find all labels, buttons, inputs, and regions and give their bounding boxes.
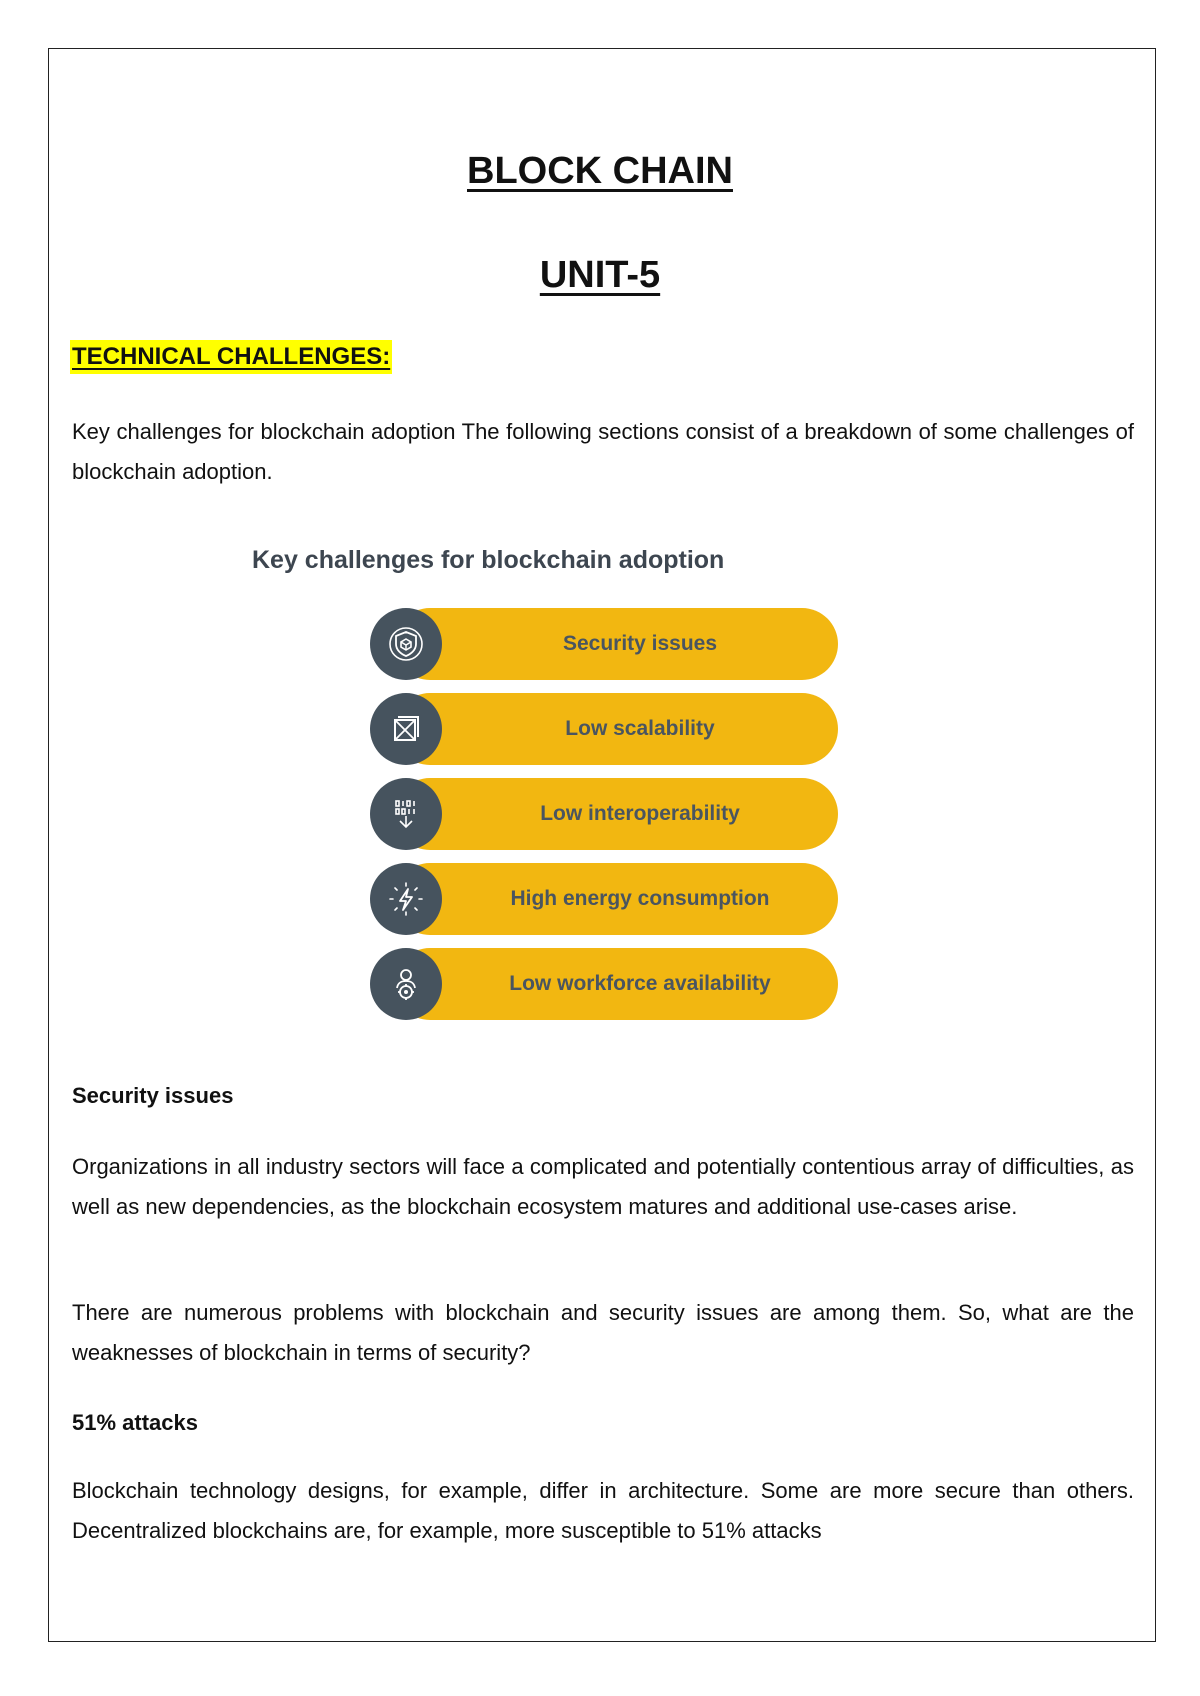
attacks-paragraph: Blockchain technology designs, for example, differ in architecture. Some are more secure than others. Decentralized blockchains are, for example, more susceptible to 51% attacks: [72, 1478, 1134, 1543]
challenge-item-security: [370, 608, 840, 680]
challenge-item-interoperability: [370, 778, 840, 850]
technical-challenges-heading: TECHNICAL CHALLENGES:: [70, 340, 392, 374]
security-paragraph-1: Organizations in all industry sectors will face a complicated and potentially contentious array of difficulties, as well as new dependencies, as the blockchain ecosystem matures and additional use-cases arise.: [72, 1154, 1134, 1219]
binary-data-icon: [370, 778, 442, 850]
scalability-box-icon: [370, 693, 442, 765]
key-challenges-figure: [240, 540, 860, 1030]
challenge-item-energy: [370, 863, 840, 935]
challenge-item-scalability: [370, 693, 840, 765]
challenge-label: High energy consumption: [510, 887, 770, 910]
challenge-label: Low workforce availability: [509, 972, 771, 995]
challenge-label: Security issues: [562, 632, 718, 655]
challenge-label: Low scalability: [565, 717, 715, 740]
worker-gear-icon: [370, 948, 442, 1020]
intro-paragraph: Key challenges for blockchain adoption The following sections consist of a breakdown of some challenges of blockchain adoption.: [72, 419, 1134, 484]
document-title: BLOCK CHAIN: [467, 150, 733, 192]
challenges-list: [370, 608, 840, 1033]
challenge-item-workforce: [370, 948, 840, 1020]
shield-icon: [370, 608, 442, 680]
security-paragraph-2: There are numerous problems with blockchain and security issues are among them. So, what are the weaknesses of blockchain in terms of security?: [72, 1300, 1134, 1365]
document-subtitle: UNIT-5: [539, 254, 661, 296]
security-issues-heading: Security issues: [72, 1083, 234, 1108]
figure-title: Key challenges for blockchain adoption: [252, 546, 725, 574]
challenge-label: Low interoperability: [540, 802, 740, 825]
attacks-heading: 51% attacks: [72, 1410, 198, 1435]
lightning-icon: [370, 863, 442, 935]
